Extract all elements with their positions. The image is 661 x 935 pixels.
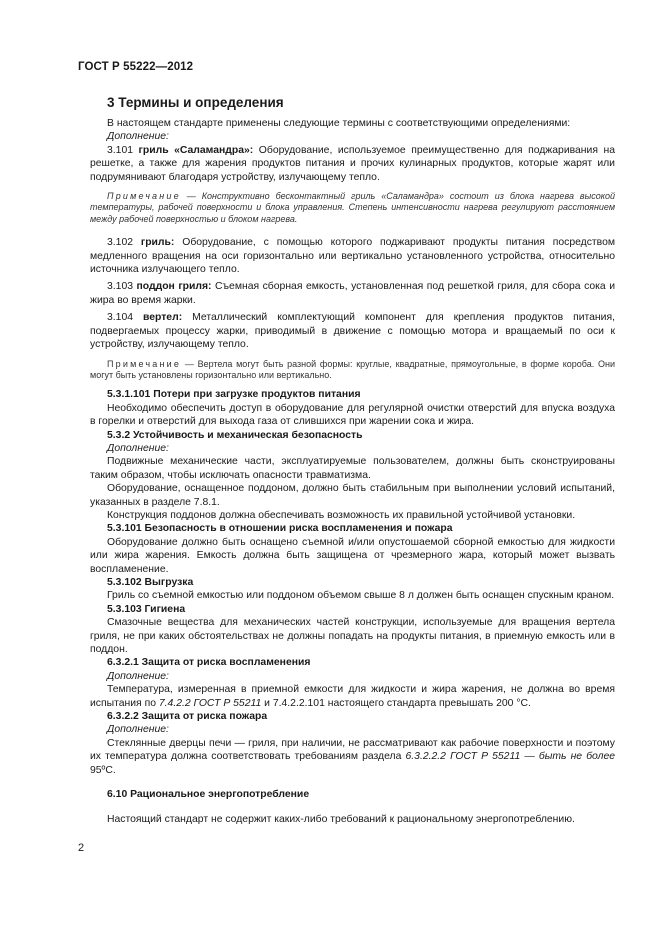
clause-6-10-text: Настоящий стандарт не содержит каких-либо требований к рациональному энергопотреблению. bbox=[107, 813, 575, 825]
clause-5-3-1-101-text: Необходимо обеспечить доступ в оборудование для регулярной очистки отверстий для впуска воздуха в горелки и отверстий для выхода газа от слившихся при жарении сока и жира. bbox=[90, 402, 615, 428]
intro-paragraph: В настоящем стандарте применены следующие термины с соответствующими определениями: bbox=[107, 118, 571, 129]
term-definition: Металлический комплектующий компонент для крепления продуктов питания, подвергаемых процессу жарки, приводимый в движение с помощью мотора и вращаемый по оси к устройству, излучающему тепло. bbox=[90, 312, 615, 351]
note-label: Примечание bbox=[107, 191, 181, 202]
clause-6-3-2-2-text bbox=[90, 737, 615, 777]
term-name: вертел: bbox=[142, 312, 183, 324]
clause-5-3-102-title: 5.3.102 Выгрузка bbox=[107, 577, 194, 588]
note-2 bbox=[90, 359, 615, 382]
term-3-104 bbox=[90, 311, 615, 351]
text-part: 95ºС. bbox=[90, 764, 116, 776]
term-name: поддон гриля: bbox=[136, 281, 212, 293]
body-text bbox=[90, 117, 615, 826]
text-part: Стеклянные дверцы печи — гриля, при наличии, не рассматривают как рабочие поверхности и поэтому их температура должна соответствовать требованиям раздела bbox=[90, 737, 615, 763]
clause-5-3-103-text: Смазочные вещества для механических частей конструкции, используемые для вращения вертела гриля, не при каких обстоятельствах не должны попадать на продукты питания, в приемную емкость или в поддон. bbox=[90, 617, 615, 656]
section-title: 3 Термины и определения bbox=[107, 95, 284, 110]
term-number: 3.101 bbox=[107, 144, 134, 156]
clause-5-3-101-text: Оборудование должно быть оснащено съемной и/или опустошаемой сборной емкостью для жидкости или жира жарения. Емкость должна быть защищена от чрезмерного жара, который может вызвать воспламенение. bbox=[90, 536, 615, 575]
clause-5-3-2-p3: Конструкция поддонов должна обеспечивать возможность их правильной устойчивой установки. bbox=[107, 509, 576, 521]
page-number: 2 bbox=[78, 842, 85, 854]
clause-5-3-101-title: 5.3.101 Безопасность в отношении риска воспламенения и пожара bbox=[107, 523, 453, 535]
clause-6-3-2-2-addendum: Дополнение: bbox=[107, 724, 169, 736]
clause-5-3-1-101-title: 5.3.1.101 Потери при загрузке продуктов питания bbox=[107, 389, 361, 401]
text-reference: 6.3.2.2.2 ГОСТ Р 55211 — быть не более bbox=[405, 751, 616, 763]
text-part: и 7.4.2.2.101 настоящего стандарта превышать 200 °С. bbox=[261, 697, 531, 709]
term-number: 3.103 bbox=[107, 281, 134, 293]
clause-6-3-2-1-addendum: Дополнение: bbox=[107, 670, 169, 682]
note-text: — Вертела могут быть разной формы: круглые, квадратные, прямоугольные, в форме короба. Они могут быть установлены горизонтально или вертикально. bbox=[90, 358, 615, 380]
term-definition: Съемная сборная емкость, установленная под решеткой гриля, для сбора сока и жира во время жарки. bbox=[90, 281, 616, 306]
clause-5-3-2-title: 5.3.2 Устойчивость и механическая безопасность bbox=[107, 429, 363, 441]
clause-5-3-103-title: 5.3.103 Гигиена bbox=[107, 603, 186, 615]
clause-5-3-2-p1: Подвижные механические части, эксплуатируемые пользователем, должны быть сконструированы таким образом, чтобы исключать опасности травматизма. bbox=[90, 456, 615, 481]
text-reference: 7.4.2.2 ГОСТ Р 55211 bbox=[158, 697, 262, 709]
clause-6-3-2-2-title: 6.3.2.2 Защита от риска пожара bbox=[107, 711, 268, 723]
document-header: ГОСТ Р 55222—2012 bbox=[78, 61, 194, 73]
clause-6-3-2-1-text bbox=[90, 683, 615, 710]
clause-5-3-2-addendum: Дополнение: bbox=[107, 442, 169, 454]
term-definition: Оборудование, используемое преимущественно для поджаривания на решетке, а также для жарения продуктов питания и прочих кулинарных продуктов, которые жарят или подрумянивают благодаря устройству, излучающему тепло. bbox=[90, 144, 616, 183]
clause-6-3-2-1-title: 6.3.2.1 Защита от риска воспламенения bbox=[107, 657, 311, 669]
addendum-label: Дополнение: bbox=[107, 131, 169, 143]
text-part: Температура, измеренная в приемной емкости для жидкости и жира жарения, не должна во время испытания по bbox=[90, 684, 615, 709]
term-name: гриль: bbox=[140, 237, 175, 249]
term-definition: Оборудование, с помощью которого поджаривают продукты питания посредством медленного вращения на оси горизонтально или вертикально установленного устройства, относительно источника излучающего тепло. bbox=[90, 237, 616, 276]
term-3-101 bbox=[90, 144, 615, 184]
note-text: — Конструктивно бесконтактный гриль «Саламандра» состоит из блока нагрева высокой температуры, рабочей поверхности и блока управления. Степень интенсивности нагрева регулируют расстоянием между рабочей поверхностью и блоком нагрева. bbox=[90, 191, 615, 224]
term-number: 3.102 bbox=[107, 237, 134, 249]
clause-5-3-102-text: Гриль со съемной емкостью или поддоном объемом свыше 8 л должен быть оснащен спускным краном. bbox=[107, 590, 615, 602]
term-name: гриль «Саламандра»: bbox=[138, 144, 254, 156]
clause-6-10-title: 6.10 Рациональное энергопотребление bbox=[107, 789, 310, 801]
term-3-103 bbox=[90, 280, 615, 307]
term-3-102 bbox=[90, 236, 615, 276]
term-number: 3.104 bbox=[107, 312, 134, 324]
note-label: Примечание bbox=[107, 358, 182, 369]
clause-5-3-2-p2: Оборудование, оснащенное поддоном, должно быть стабильным при выполнении условий испытаний, указанных в разделе 7.8.1. bbox=[90, 483, 615, 508]
note-1 bbox=[90, 191, 615, 225]
